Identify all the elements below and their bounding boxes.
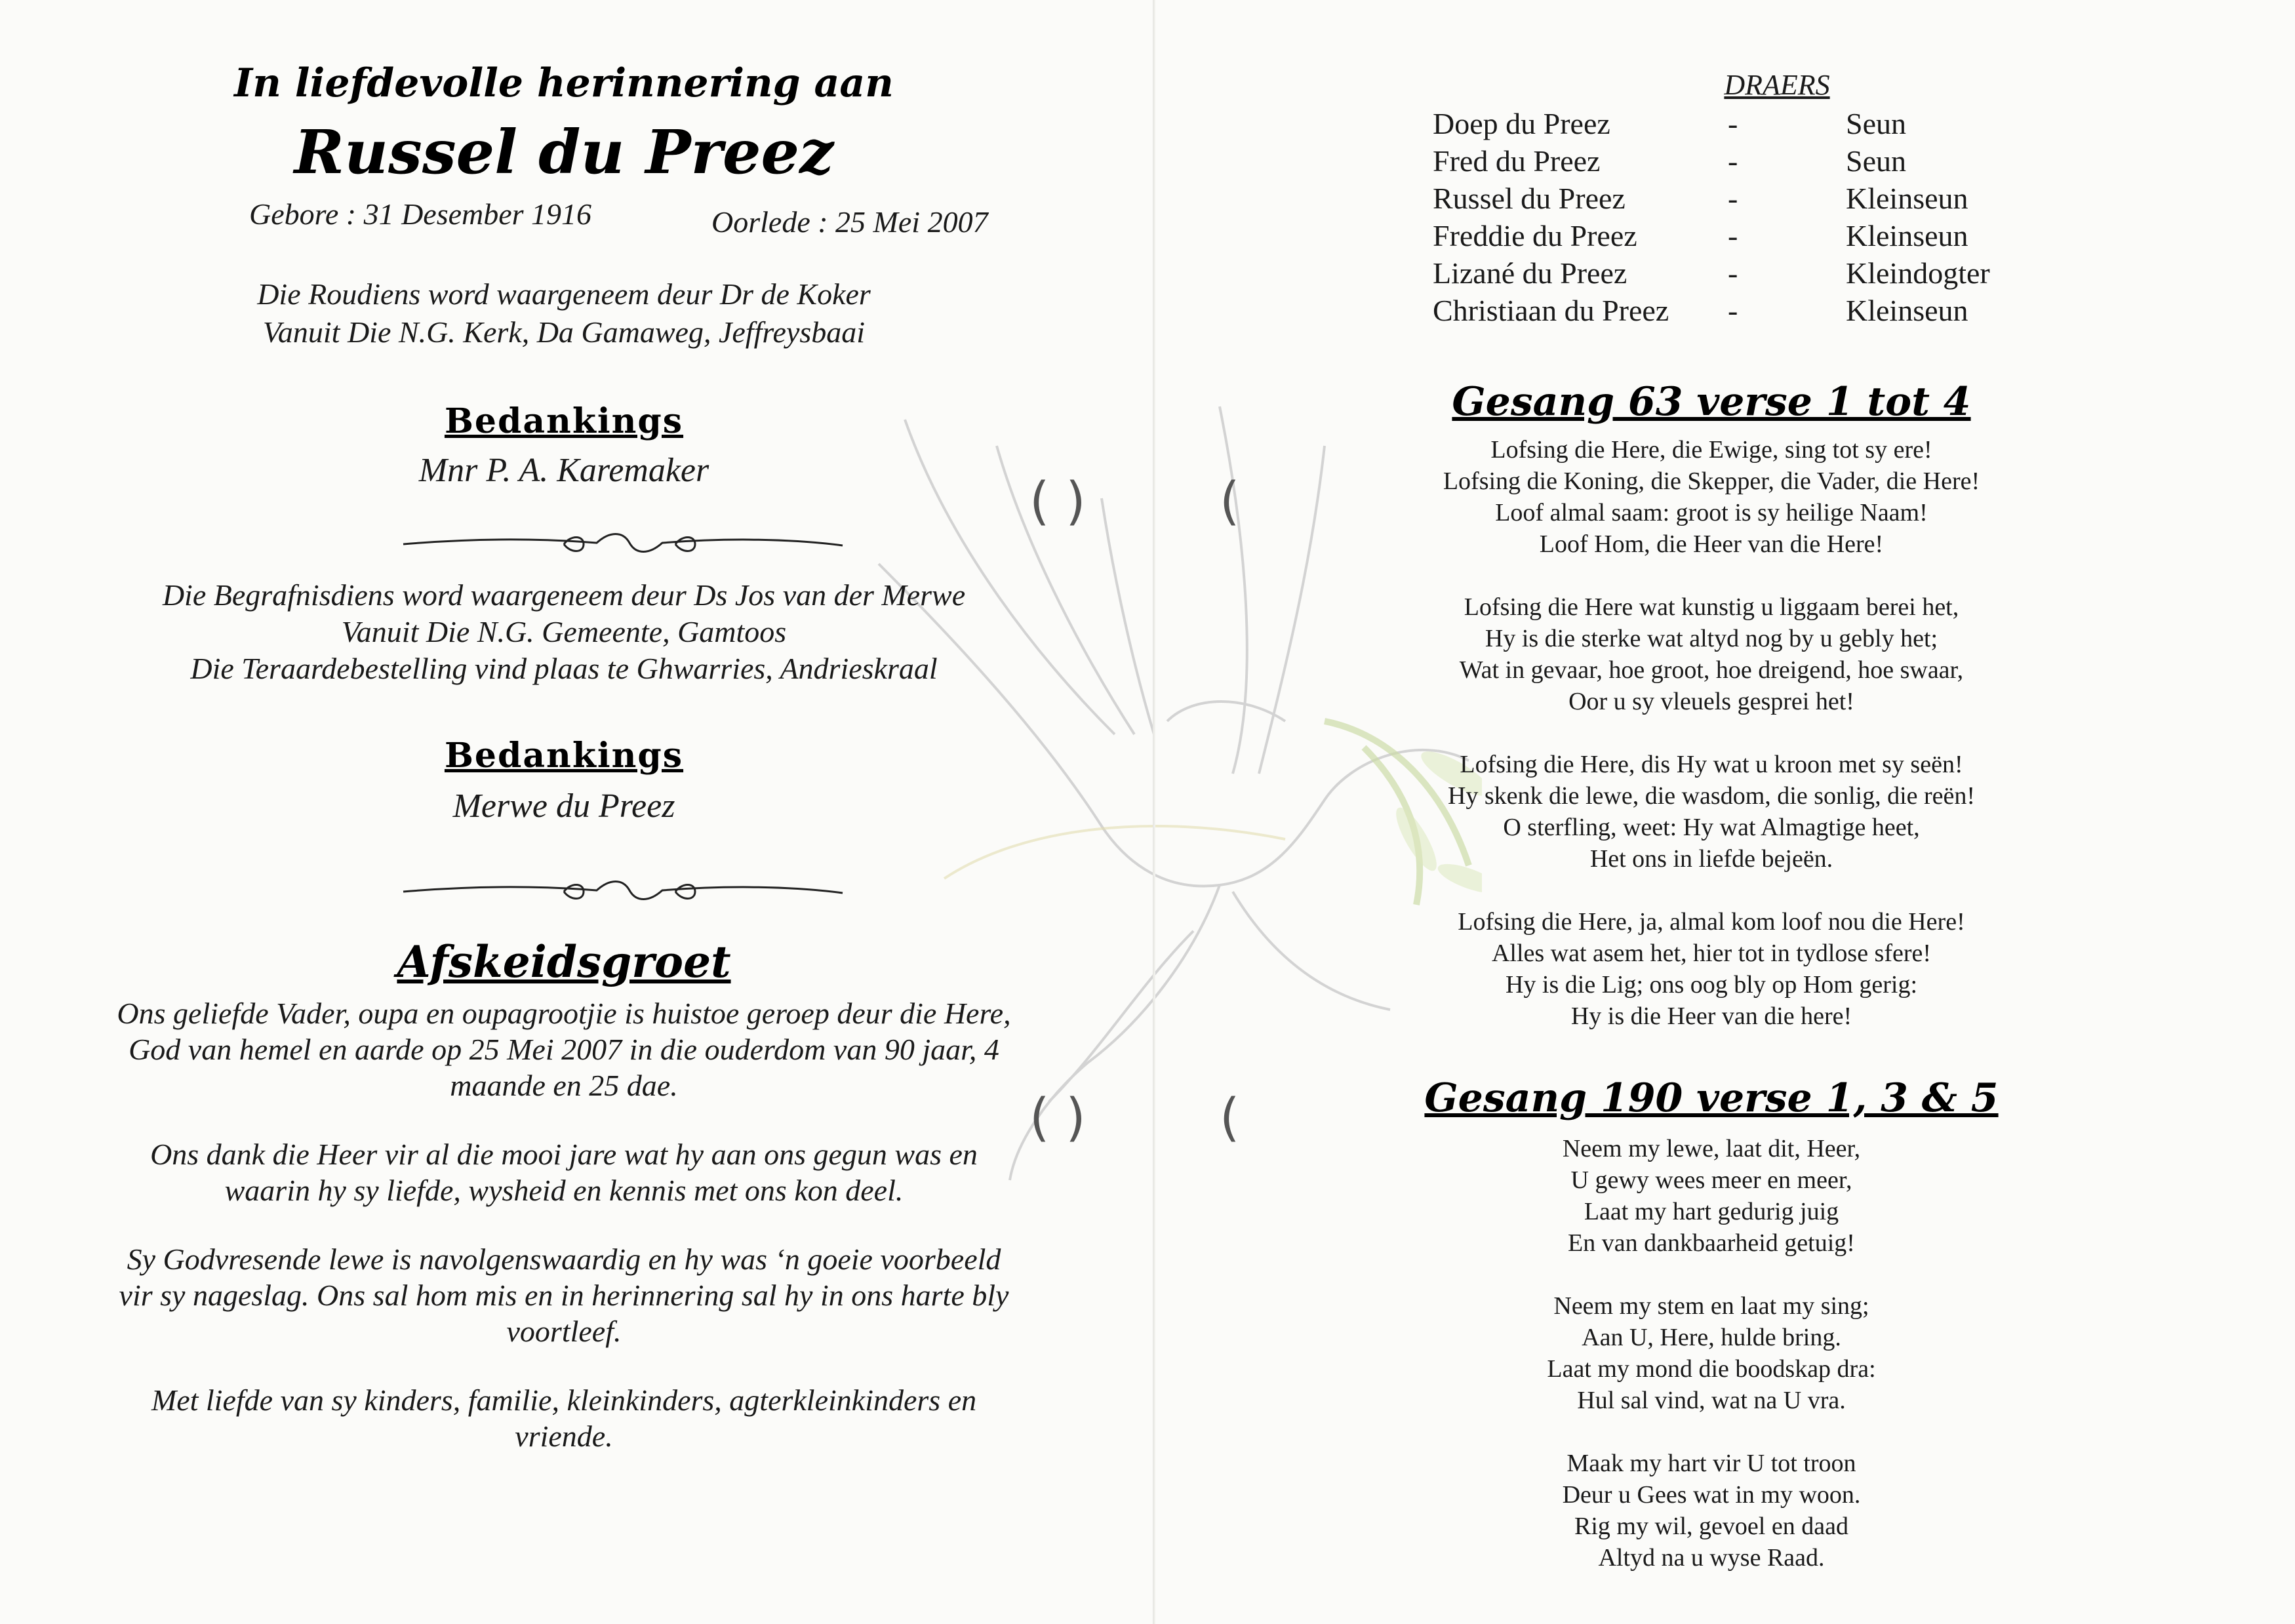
service-line: Vanuit Die N.G. Kerk, Da Gamaweg, Jeffreysbaai	[262, 315, 866, 349]
farewell-line: waarin hy sy liefde, wysheid en kennis met ons kon deel.	[224, 1174, 904, 1207]
memorial-service-details	[131, 275, 997, 351]
hymn-text	[1252, 1133, 2170, 1574]
pallbearer-row	[1433, 217, 1990, 254]
hymn-line: Altyd na u wyse Raad.	[1598, 1544, 1825, 1572]
punch-hole-mark: ( )	[1029, 1088, 1086, 1147]
pallbearer-name: Christiaan du Preez	[1433, 294, 1669, 327]
hymn-line: Neem my lewe, laat dit, Heer,	[1562, 1135, 1861, 1162]
thanks-name: Mnr P. A. Karemaker	[418, 452, 709, 489]
hymn-line: Laat my hart gedurig juig	[1584, 1198, 1839, 1225]
pallbearer-name: Lizané du Preez	[1433, 256, 1627, 290]
thanks-heading: Bedankings	[444, 401, 684, 441]
farewell-line: vir sy nageslag. Ons sal hom mis en in herinnering sal hy in ons harte bly	[119, 1278, 1009, 1312]
service-line: Vanuit Die N.G. Gemeente, Gamtoos	[341, 615, 787, 648]
pallbearer-row	[1433, 292, 1990, 329]
farewell-line: God van hemel en aarde op 25 Mei 2007 in die ouderdom van 90 jaar, 4	[129, 1033, 999, 1066]
farewell-line: voortleef.	[506, 1315, 622, 1348]
farewell-line: Ons geliefde Vader, oupa en oupagrootjie is huistoe geroep deur die Here,	[117, 997, 1011, 1030]
pallbearer-name: Fred du Preez	[1433, 144, 1601, 178]
hymn-line: Alles wat asem het, hier tot in tydlose sfere!	[1491, 940, 1932, 967]
pallbearer-row	[1433, 180, 1990, 217]
hymn-line: U gewy wees meer en meer,	[1570, 1166, 1852, 1194]
pallbearer-relation: Seun	[1846, 107, 1906, 140]
punch-hole-mark: (	[1220, 472, 1240, 531]
funeral-service-details	[105, 577, 1023, 687]
pallbearer-name: Russel du Preez	[1433, 182, 1626, 215]
memorial-heading: In liefdevolle herinnering aan	[234, 60, 894, 106]
hymn-line: Deur u Gees wat in my woon.	[1562, 1481, 1861, 1509]
farewell-line: vriende.	[515, 1419, 613, 1453]
pallbearer-dash: -	[1728, 294, 1738, 327]
hymn-line: Loof Hom, die Heer van die Here!	[1539, 530, 1884, 558]
farewell-line: Met liefde van sy kinders, familie, kleinkinders, agterkleinkinders en	[151, 1383, 977, 1417]
pallbearer-name: Freddie du Preez	[1433, 219, 1637, 252]
hymn-line: Aan U, Here, hulde bring.	[1582, 1324, 1841, 1351]
hymn-line: Hy skenk die lewe, die wasdom, die sonlig, die reën!	[1447, 782, 1976, 810]
hymn-line: Rig my wil, gevoel en daad	[1574, 1513, 1848, 1540]
pallbearer-relation: Kleinseun	[1846, 182, 1968, 215]
farewell-line: Sy Godvresende lewe is navolgenswaardig en hy was ‘n goeie voorbeeld	[127, 1242, 1001, 1276]
hymn-line: Hy is die Lig; ons oog bly op Hom gerig:	[1505, 971, 1918, 999]
hymn-line: Het ons in liefde bejeën.	[1589, 845, 1833, 873]
pallbearer-relation: Kleindogter	[1846, 256, 1990, 290]
hymn-line: Lofsing die Here, die Ewige, sing tot sy ere!	[1490, 436, 1932, 464]
pallbearer-relation: Kleinseun	[1846, 294, 1968, 327]
service-line: Die Begrafnisdiens word waargeneem deur Ds Jos van der Merwe	[162, 578, 966, 612]
hymn-line: En van dankbaarheid getuig!	[1568, 1229, 1855, 1257]
farewell-line: Ons dank die Heer vir al die mooi jare wat hy aan ons gegun was en	[150, 1138, 978, 1171]
pallbearer-dash: -	[1728, 182, 1738, 215]
pallbearer-row	[1433, 142, 1990, 180]
hymn-heading: Gesang 63 verse 1 tot 4	[1452, 379, 1971, 425]
hymn-line: Lofsing die Here wat kunstig u liggaam berei het,	[1464, 593, 1959, 621]
hymn-line: Hy is die Heer van die here!	[1570, 1002, 1852, 1030]
punch-hole-mark: (	[1220, 1088, 1240, 1147]
pallbearer-row	[1433, 254, 1990, 292]
right-page	[1154, 0, 2295, 1624]
hymn-line: Lofsing die Here, ja, almal kom loof nou die Here!	[1458, 908, 1965, 936]
hymn-line: Maak my hart vir U tot troon	[1567, 1450, 1856, 1477]
pallbearer-dash: -	[1728, 219, 1738, 252]
thanks-heading: Bedankings	[444, 736, 684, 776]
pallbearer-dash: -	[1728, 256, 1738, 290]
ornamental-divider	[400, 525, 846, 564]
farewell-heading: Afskeidsgroet	[397, 936, 731, 987]
farewell-line: maande en 25 dae.	[450, 1069, 678, 1102]
hymn-line: Hul sal vind, wat na U vra.	[1577, 1387, 1846, 1414]
service-line: Die Teraardebestelling vind plaas te Ghwarries, Andrieskraal	[190, 652, 938, 685]
hymn-line: Oor u sy vleuels gesprei het!	[1568, 688, 1854, 715]
pallbearer-dash: -	[1728, 107, 1738, 140]
pallbearer-name: Doep du Preez	[1433, 107, 1610, 140]
hymn-text	[1252, 434, 2170, 1032]
thanks-name: Merwe du Preez	[452, 787, 675, 825]
hymn-line: Hy is die sterke wat altyd nog by u gebly het;	[1485, 625, 1938, 652]
hymn-line: Neem my stem en laat my sing;	[1553, 1292, 1869, 1320]
hymn-line: Laat my mond die boodskap dra:	[1547, 1355, 1876, 1383]
pallbearer-relation: Kleinseun	[1846, 219, 1968, 252]
hymn-line: O sterfling, weet: Hy wat Almagtige heet,	[1503, 814, 1920, 841]
pallbearers-heading: DRAERS	[1724, 69, 1830, 101]
hymn-heading: Gesang 190 verse 1, 3 & 5	[1424, 1075, 1999, 1121]
farewell-text	[79, 995, 1049, 1454]
service-line: Die Roudiens word waargeneem deur Dr de Koker	[257, 277, 871, 311]
death-date: Oorlede : 25 Mei 2007	[711, 205, 988, 239]
pallbearers-table	[1433, 105, 1990, 329]
pallbearer-relation: Seun	[1846, 144, 1906, 178]
hymn-line: Wat in gevaar, hoe groot, hoe dreigend, hoe swaar,	[1459, 656, 1964, 684]
ornamental-divider	[400, 872, 846, 911]
pallbearer-row	[1433, 105, 1990, 142]
hymn-line: Lofsing die Here, dis Hy wat u kroon met sy seën!	[1460, 751, 1963, 778]
hymn-line: Loof almal saam: groot is sy heilige Naam!	[1495, 499, 1928, 526]
deceased-name: Russel du Preez	[294, 117, 834, 188]
pallbearer-dash: -	[1728, 144, 1738, 178]
birth-date: Gebore : 31 Desember 1916	[249, 197, 592, 231]
hymn-line: Lofsing die Koning, die Skepper, die Vader, die Here!	[1443, 467, 1980, 495]
punch-hole-mark: ( )	[1029, 472, 1086, 531]
